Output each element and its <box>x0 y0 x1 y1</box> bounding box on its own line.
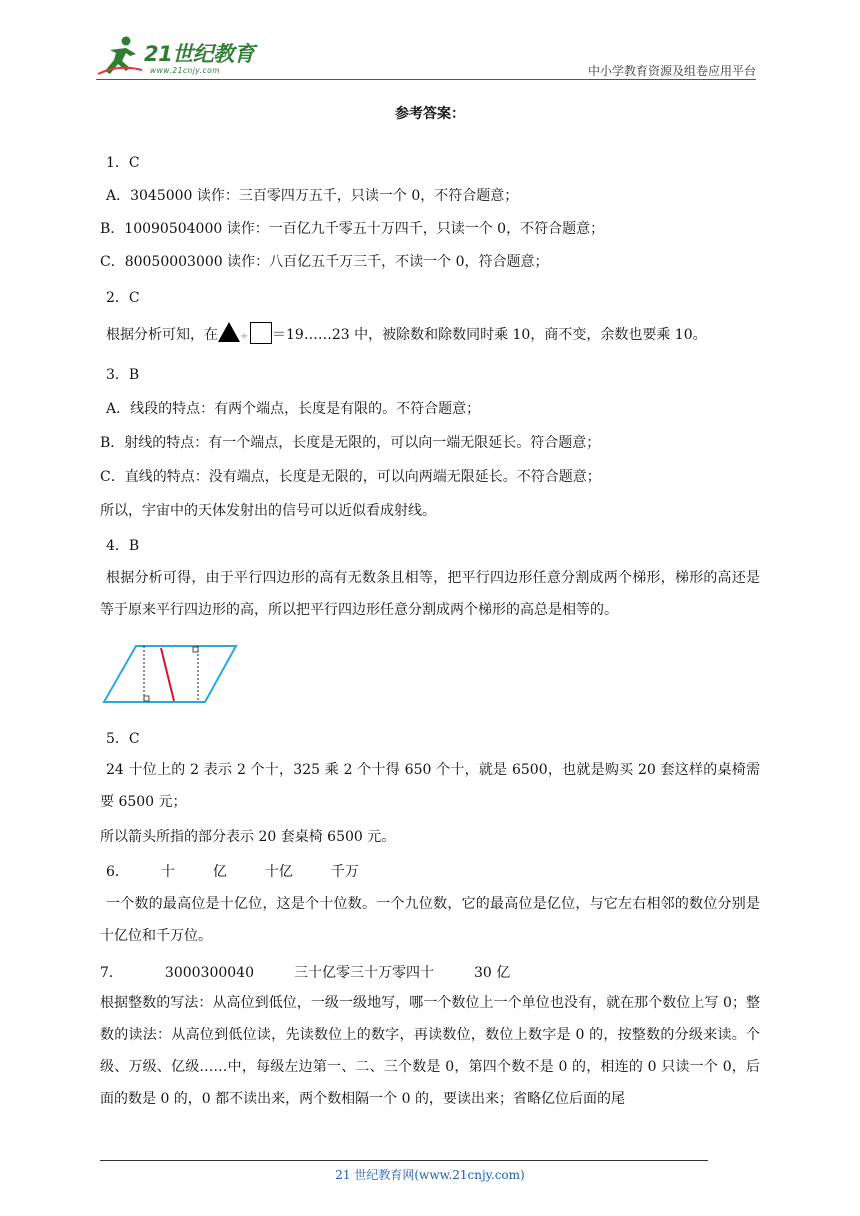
q2-answer: 2．C <box>106 290 140 306</box>
right-angle-mark-right <box>193 647 198 652</box>
header-divider <box>96 79 756 80</box>
q5-conclusion: 所以箭头所指的部分表示 20 套桌椅 6500 元。 <box>100 829 396 845</box>
answer-title: 参考答案： <box>395 106 465 122</box>
q1-option-b: B．10090504000 读作：一百亿九千零五十万四千，只读一个 0，不符合题意； <box>100 221 605 237</box>
parallelogram-shape <box>104 646 236 702</box>
parallelogram-figure <box>100 644 240 708</box>
q1-option-c: C．80050003000 读作：八百亿五千万三千，不读一个 0，符合题意； <box>100 254 549 270</box>
q4-answer: 4．B <box>106 538 140 554</box>
footer-divider <box>100 1160 708 1161</box>
q3-conclusion: 所以，宇宙中的天体发射出的信号可以近似看成射线。 <box>100 503 436 519</box>
right-angle-mark-left <box>144 696 149 701</box>
q1-answer: 1．C <box>106 155 140 171</box>
runner-logo-icon <box>96 34 144 78</box>
divide-sign: ÷ <box>240 331 249 342</box>
q5-answer: 5．C <box>106 731 140 747</box>
q6-number: 6． <box>106 864 129 880</box>
q6-blank-1: 十 <box>160 864 175 880</box>
q7-number: 7． <box>100 965 123 981</box>
q2-text-pre: 根据分析可知，在 <box>106 327 218 343</box>
q3-answer: 3．B <box>106 367 140 383</box>
q3-option-c: C．直线的特点：没有端点，长度是无限的，可以向两端无限延长。不符合题意； <box>100 469 601 485</box>
q7-explanation: 根据整数的写法：从高位到低位，一级一级地写，哪一个数位上一个单位也没有，就在那个数位上写 0；整数的读法：从高位到低位读，先读数位上的数字，再读数位，数位上数字是 0 的，按整数的分级来读。个级、万级、亿级……中，每级左边第一、二、三个数是 0，第四个数不是 0 的，相连的 0 只读一个 0，后面的数是 0 的，0 都不读出来，两个数相隔一个 0 的，要读出来；省略亿位后面的尾 <box>100 995 760 1107</box>
q6-answer <box>106 861 359 881</box>
square-icon <box>250 322 272 344</box>
q6-blank-2: 亿 <box>212 864 227 880</box>
q7-blank-3: 30 亿 <box>474 965 511 981</box>
logo-text: 21世纪教育 <box>144 42 255 66</box>
q2-text-post: ＝19……23 中，被除数和除数同时乘 10，商不变，余数也要乘 10。 <box>272 327 707 343</box>
q3-option-b: B．射线的特点：有一个端点，长度是无限的，可以向一端无限延长。符合题意； <box>100 435 601 451</box>
q3-option-a: A．线段的特点：有两个端点，长度是有限的。不符合题意； <box>106 401 481 417</box>
q6-blank-3: 十亿 <box>264 864 293 880</box>
q2-explanation <box>106 322 707 344</box>
q1-option-a: A．3045000 读作：三百零四万五千，只读一个 0，不符合题意； <box>106 188 519 204</box>
q7-blank-2: 三十亿零三十万零四十 <box>294 965 434 981</box>
site-logo <box>96 34 266 78</box>
page-header <box>96 28 756 80</box>
q6-blank-4: 千万 <box>330 864 359 880</box>
q4-explanation: 根据分析可得，由于平行四边形的高有无数条且相等，把平行四边形任意分割成两个梯形，梯形的高还是等于原来平行四边形的高，所以把平行四边形任意分割成两个梯形的高总是相等的。 <box>100 570 760 618</box>
footer-text: 21 世纪教育网(www.21cnjy.com) <box>335 1168 525 1182</box>
q6-explanation: 一个数的最高位是十亿位，这是个十位数。一个九位数，它的最高位是亿位，与它左右相邻的数位分别是十亿位和千万位。 <box>100 896 760 944</box>
q7-blank-1: 3000300040 <box>164 965 254 981</box>
triangle-icon <box>218 322 240 342</box>
q7-answer <box>100 962 510 982</box>
logo-url: www.21cnjy.com <box>150 66 221 75</box>
cut-line <box>161 648 174 701</box>
header-platform-name: 中小学教育资源及组卷应用平台 <box>587 64 756 78</box>
q5-explanation: 24 十位上的 2 表示 2 个十，325 乘 2 个十得 650 个十，就是 6500，也就是购买 20 套这样的桌椅需要 6500 元； <box>100 762 760 810</box>
